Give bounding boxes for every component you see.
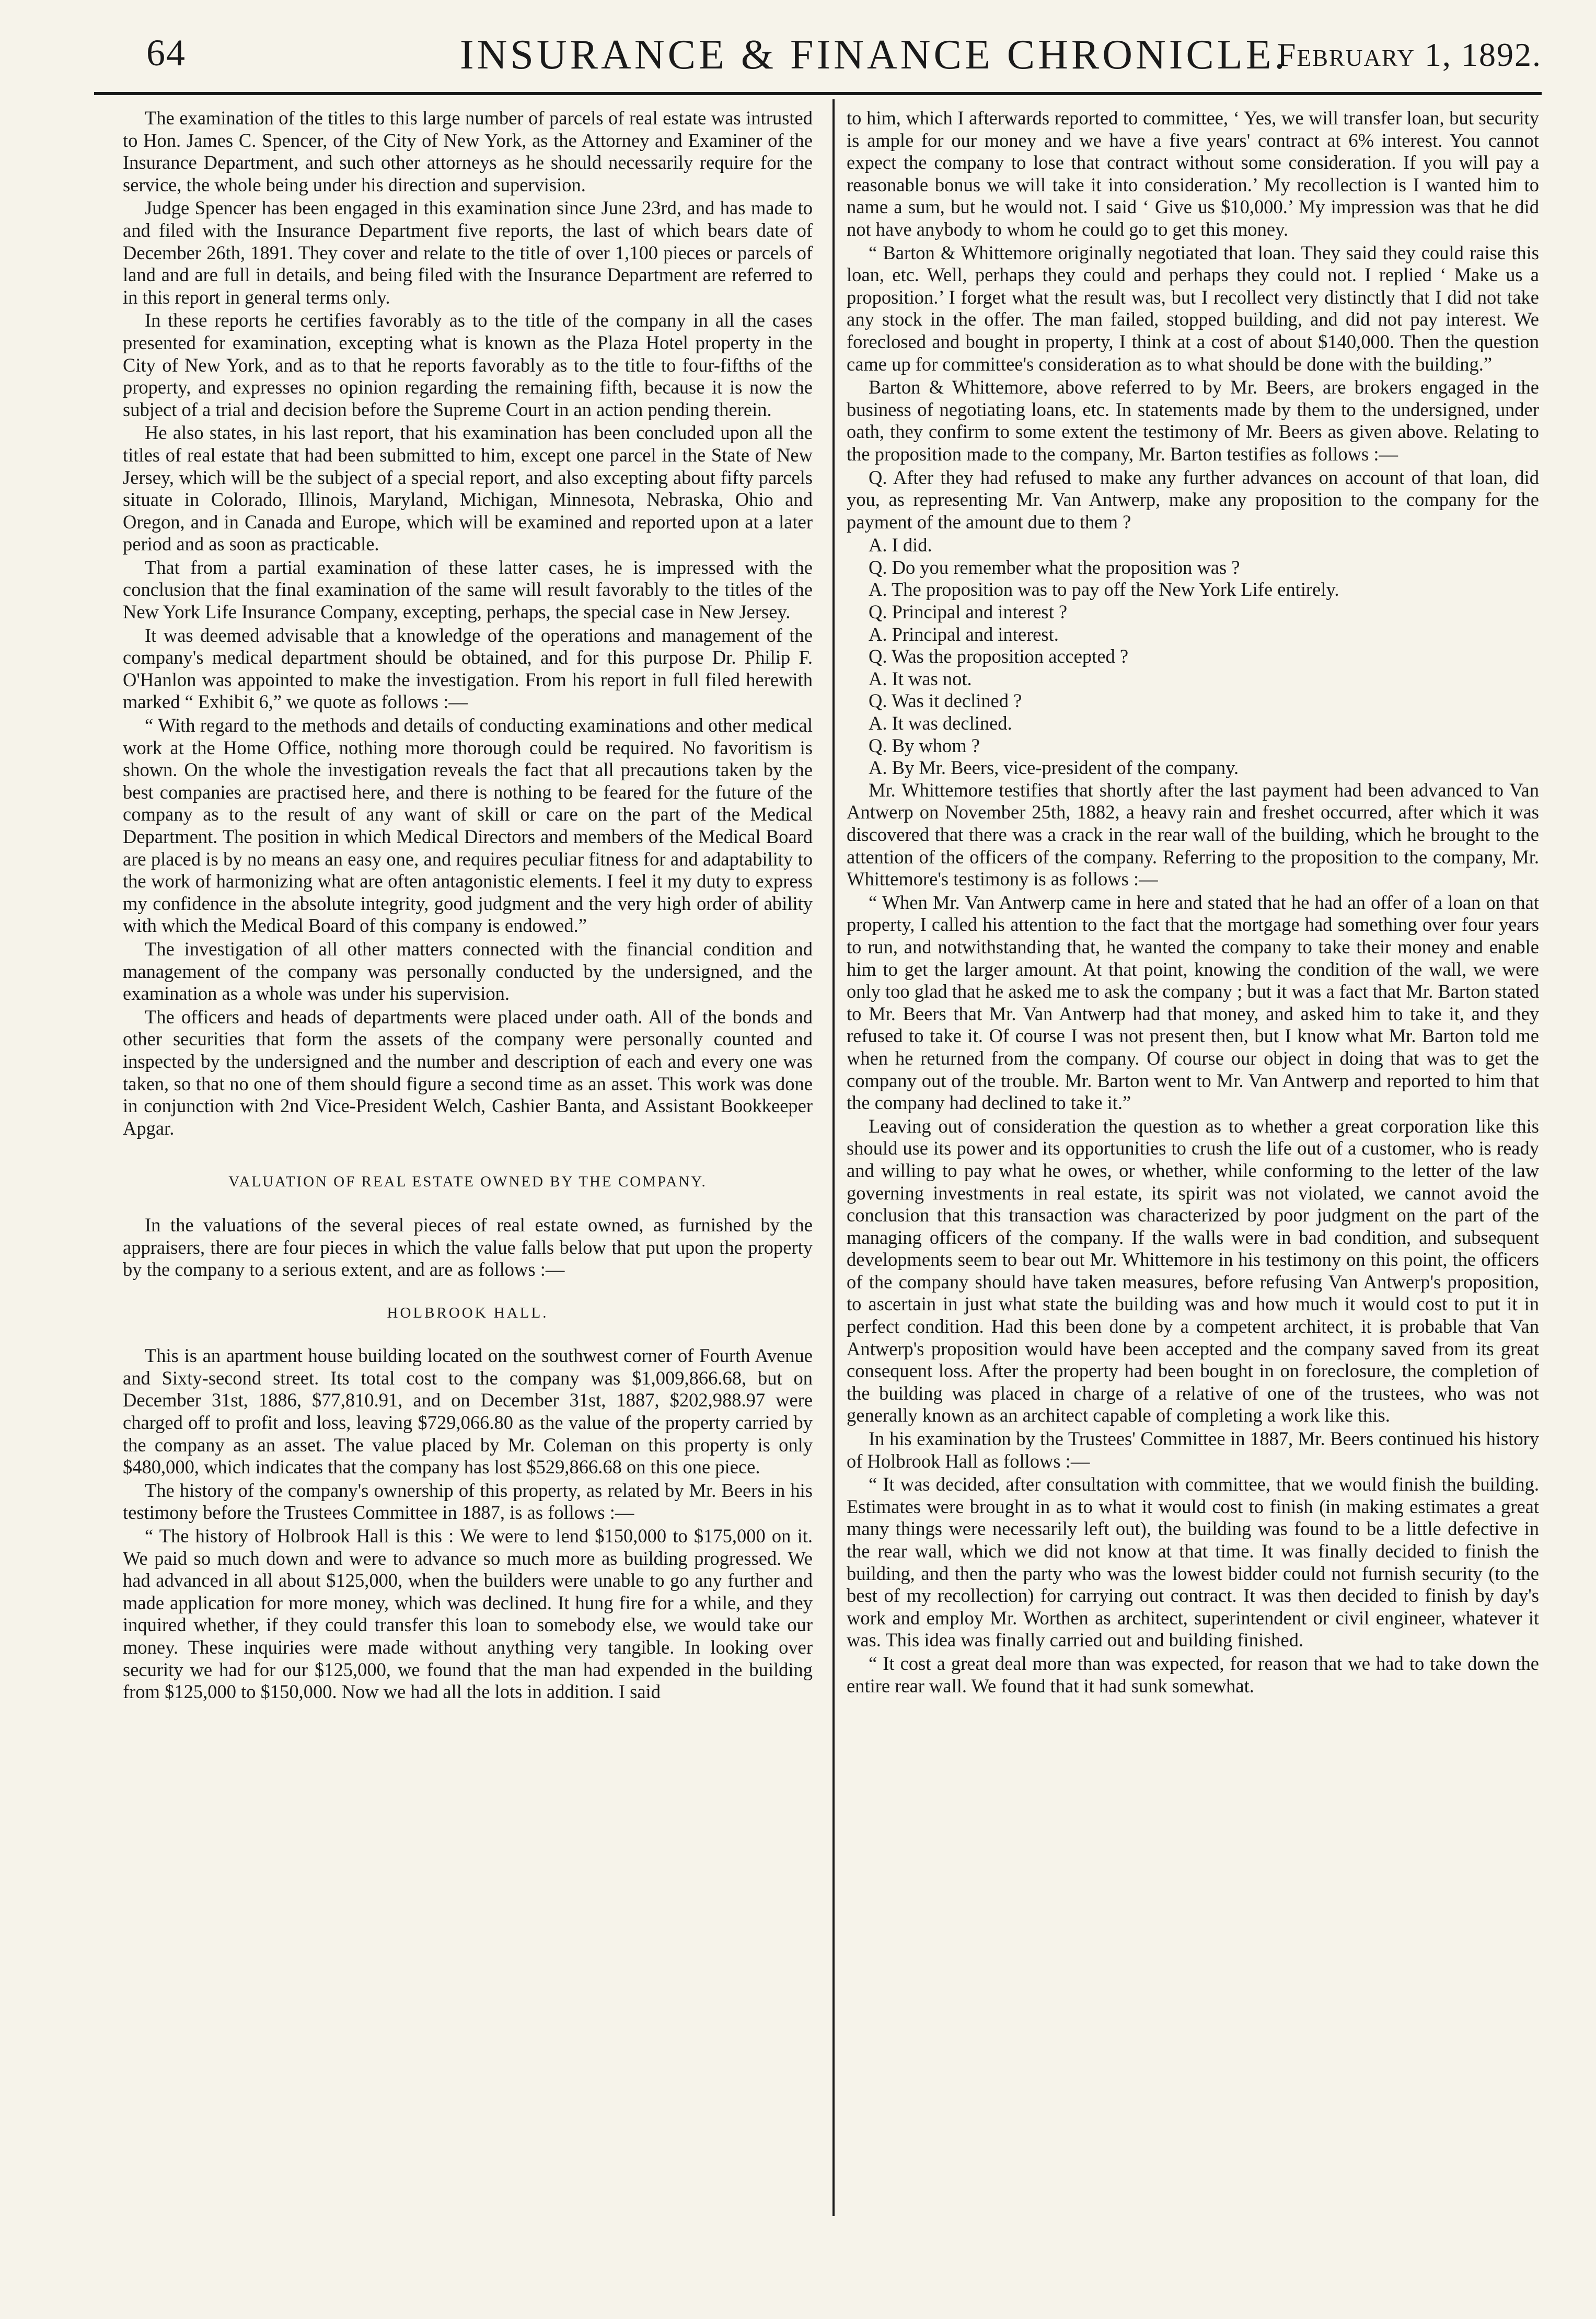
paragraph: This is an apartment house building located on the southwest corner of Fourth Avenue and Sixty-second street. Its total cost to the company was $1,009,866.68, but on December 31st, 1886, $77,810.91, and on December 31st, 1887, $202,988.97 were charged off to profit and loss, leaving $729,066.80 as the value of the property carried by the company as an asset. The value placed by Mr. Coleman on this property is only $480,000, which indicates that the company has lost $529,866.68 on this one piece.: [123, 1345, 813, 1478]
paragraph: The officers and heads of departments were placed under oath. All of the bonds and other securities that form the assets of the company were personally counted and inspected by the undersigned and the number and description of each and every one was taken, so that no one of them should figure a second time as an asset. This work was done in conjunction with 2nd Vice-President Welch, Cashier Banta, and Assistant Bookkeeper Apgar.: [123, 1006, 813, 1139]
paragraph: In these reports he certifies favorably as to the title of the company in all the cases presented for examination, excepting what is known as the Plaza Hotel property in the City of New York, and as to that he reports favorably as to the title to four-fifths of the property, and expresses no opinion regarding the remaining fifth, because it is now the subject of a trial and decision before the Supreme Court in an action pending therein.: [123, 309, 813, 420]
paragraph: He also states, in his last report, that his examination has been concluded upon all the titles of real estate that had been submitted to him, except one parcel in the State of New Jersey, which will be the subject of a special report, and also excepting about fifty parcels situate in Colorado, Illinois, Maryland, Michigan, Minnesota, Nebraska, Ohio and Oregon, and in Canada and Europe, which will be examined and reported upon at a later period and as soon as practicable.: [123, 422, 813, 555]
quoted-paragraph: “ The history of Holbrook Hall is this : We were to lend $150,000 to $175,000 on it. We paid so much down and were to advance so much more as building progressed. We had advanced in all about $125,000, when the builders were unable to go any further and made application for more money, which was declined. It hung fire for a while, and they inquired whether, if they could transfer this loan to somebody else, we would take our money. These inquiries were made without anything very tangible. In looking over security we had for our $125,000, we found that the man had expended in the building from $125,000 to $150,000. Now we had all the lots in addition. I said: [123, 1525, 813, 1703]
masthead: [141, 31, 1542, 84]
paragraph: The examination of the titles to this large number of parcels of real estate was intrusted to Hon. James C. Spencer, of the City of New York, as the Attorney and Examiner of the Insurance Department, and such other attorneys as he should necessarily require for the service, the whole being under his direction and supervision.: [123, 107, 813, 195]
qa-line: Q. Do you remember what the proposition was ?: [869, 556, 1240, 578]
paragraph: Q. After they had refused to make any further advances on account of that loan, did you, as representing Mr. Van Antwerp, make any proposition to the company for the payment of the amount due to them ?: [847, 466, 1539, 533]
page-number: 64: [146, 32, 186, 74]
quoted-paragraph: “ It cost a great deal more than was expected, for reason that we had to take down the entire rear wall. We found that it had sunk somewhat.: [847, 1652, 1539, 1697]
quoted-paragraph: “ It was decided, after consultation with committee, that we would finish the building. Estimates were brought in as to what it would cost to finish (in making estimates a great many things were necessarily left out), the building was found to be a little defective in the rear wall, which we did not know at that time. It was finally decided to finish the building, and then the party who was the lowest bidder could not furnish security (to the best of my recollection) for carrying out contract. It was then decided to finish by day's work and employ Mr. Worthen as architect, superintendent or civil engineer, whatever it was. This idea was finally carried out and building finished.: [847, 1473, 1539, 1651]
qa-list: [847, 534, 1539, 779]
left-column: [123, 107, 813, 2219]
paragraph: In the valuations of the several pieces of real estate owned, as furnished by the appraisers, there are four pieces in which the value falls below that put upon the property by the company to a serious extent, and are as follows :—: [123, 1214, 813, 1280]
paragraph: It was deemed advisable that a knowledge of the operations and management of the company's medical department should be obtained, and for this purpose Dr. Philip F. O'Hanlon was appointed to make the investigation. From his report in full filed herewith marked “ Exhibit 6,” we quote as follows :—: [123, 624, 813, 713]
paragraph: That from a partial examination of these latter cases, he is impressed with the conclusion that the final examination of the same will result favorably to the titles of the New York Life Insurance Company, excepting, perhaps, the special case in New Jersey.: [123, 556, 813, 623]
qa-line: A. It was not.: [869, 667, 972, 689]
paragraph: to him, which I afterwards reported to committee, ‘ Yes, we will transfer loan, but security is ample for our money and we have a five years' contract at 6% interest. You cannot expect the company to lose that contract without some consideration. If you will pay a reasonable bonus we will take it into consideration.’ My recollection is I wanted him to name a sum, but he would not. I said ‘ Give us $10,000.’ My impression was that he did not have anybody to whom he could go to get this money.: [847, 107, 1539, 240]
qa-line: A. Principal and interest.: [869, 623, 1059, 645]
paragraph: Judge Spencer has been engaged in this examination since June 23rd, and has made to and filed with the Insurance Department five reports, the last of which bears date of December 26th, 1891. They cover and relate to the title of over 1,100 pieces or parcels of land and are full in details, and being filed with the Insurance Department are referred to in this report in general terms only.: [123, 197, 813, 308]
column-divider: [832, 99, 835, 2216]
qa-line: Q. By whom ?: [869, 734, 980, 756]
header-rule: [94, 92, 1542, 95]
journal-title: INSURANCE & FINANCE CHRONICLE.: [460, 32, 1288, 78]
section-heading: VALUATION OF REAL ESTATE OWNED BY THE COMPANY.: [228, 1173, 707, 1191]
paragraph: The history of the company's ownership of this property, as related by Mr. Beers in his testimony before the Trustees Committee in 1887, is as follows :—: [123, 1479, 813, 1524]
paragraph: Barton & Whittemore, above referred to by Mr. Beers, are brokers engaged in the business of negotiating loans, etc. In statements made by them to the undersigned, under oath, they confirm to some extent the testimony of Mr. Beers as given above. Relating to the proposition made to the company, Mr. Barton testifies as follows :—: [847, 376, 1539, 465]
qa-line: A. By Mr. Beers, vice-president of the company.: [869, 757, 1239, 779]
qa-line: A. I did.: [869, 534, 932, 556]
quoted-paragraph: “ With regard to the methods and details of conducting examinations and other medical work at the Home Office, nothing more thorough could be required. No favoritism is shown. On the whole the investigation reveals the fact that all precautions taken by the best companies are practised here, and there is nothing to be feared for the future of the company as to the result of any want of skill or care on the part of the Medical Department. The position in which Medical Directors and members of the Medical Board are placed is by no means an easy one, and requires peculiar fitness for and adaptability to the work of harmonizing what are often antagonistic elements. I feel it my duty to express my confidence in the absolute integrity, good judgment and the very high order of ability with which the Medical Board of this company is endowed.”: [123, 714, 813, 937]
paragraph: Mr. Whittemore testifies that shortly after the last payment had been advanced to Van Antwerp on November 25th, 1882, a heavy rain and freshet occurred, after which it was discovered that there was a crack in the rear wall of the building, which he brought to the attention of the officers of the company. Referring to the proposition to the company, Mr. Whittemore's testimony is as follows :—: [847, 779, 1539, 890]
subsection-heading: HOLBROOK HALL.: [387, 1304, 549, 1321]
qa-line: Q. Principal and interest ?: [869, 601, 1068, 623]
paragraph: In his examination by the Trustees' Committee in 1887, Mr. Beers continued his history of Holbrook Hall as follows :—: [847, 1428, 1539, 1472]
quoted-paragraph: “ When Mr. Van Antwerp came in here and stated that he had an offer of a loan on that property, I called his attention to the fact that the mortgage had something over four years to run, and notwithstanding that, he wanted the company to take their money and enable him to get the larger amount. At that point, knowing the condition of the wall, we were only too glad that he asked me to ask the company ; but it was a fact that Mr. Barton stated to Mr. Beers that Mr. Van Antwerp had that money, and asked him to take it, and they refused to take it. Of course I was not present then, but I know what Mr. Barton told me when he returned from the company. Of course our object in doing that was to get the company out of the trouble. Mr. Barton went to Mr. Van Antwerp and reported to him that the company had declined to take it.”: [847, 891, 1539, 1114]
qa-line: Q. Was it declined ?: [869, 690, 1022, 712]
issue-date: February 1, 1892.: [1277, 36, 1542, 73]
qa-line: Q. Was the proposition accepted ?: [869, 645, 1129, 667]
qa-line: A. The proposition was to pay off the New York Life entirely.: [869, 579, 1339, 601]
quoted-paragraph: “ Barton & Whittemore originally negotiated that loan. They said they could raise this loan, etc. Well, perhaps they could and perhaps they could not. I replied ‘ Make us a proposition.’ I forget what the result was, but I recollect very distinctly that I did not take any stock in the offer. The man failed, stopped building, and did not pay interest. We foreclosed and bought in property, I think at a cost of about $140,000. Then the question came up for committee's consideration as to what should be done with the building.”: [847, 241, 1539, 375]
paragraph: Leaving out of consideration the question as to whether a great corporation like this should use its power and its opportunities to crush the life out of a customer, who is ready and willing to pay what he owes, or whether, while conforming to the letter of the law governing investments in real estate, its spirit was not violated, we cannot avoid the conclusion that this transaction was characterized by poor judgment on the part of the managing officers of the company. If the walls were in bad condition, and subsequent developments seem to bear out Mr. Whittemore in his testimony on this point, the officers of the company should have taken measures, before refusing Van Antwerp's proposition, to ascertain in just what state the building was and how much it would cost to put it in perfect condition. Had this been done by a competent architect, it is probable that Van Antwerp's proposition would have been accepted and the company saved from its great consequent loss. After the property had been bought in on foreclosure, the completion of the building was placed in charge of a relative of one of the trustees, who was not generally known as an architect capable of completing a work like this.: [847, 1115, 1539, 1426]
qa-line: A. It was declined.: [869, 712, 1012, 734]
right-column: [847, 107, 1539, 2219]
paragraph: The investigation of all other matters connected with the financial condition and management of the company was personally conducted by the undersigned, and the examination as a whole was under his supervision.: [123, 938, 813, 1005]
